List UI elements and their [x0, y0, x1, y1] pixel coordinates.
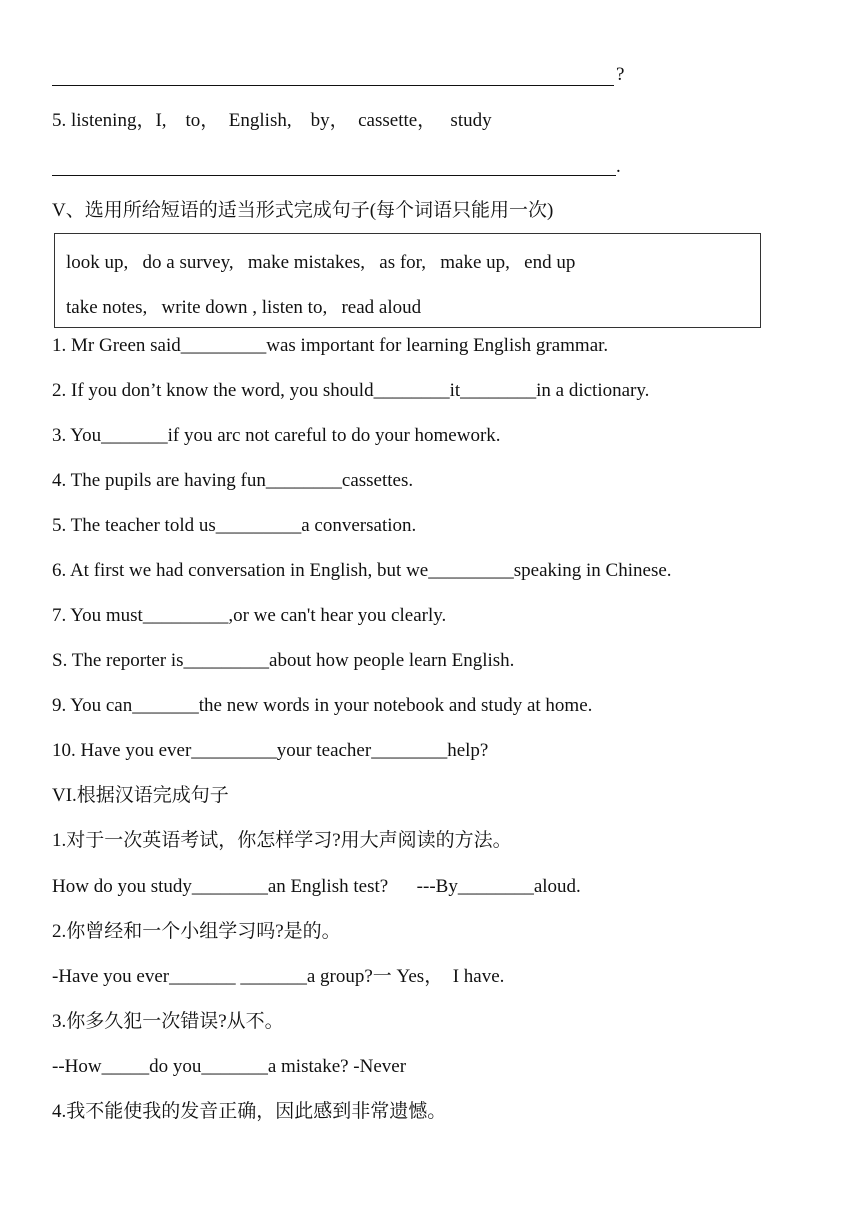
- translate-prompt-2: 2.你曾经和一个小组学习吗?是的。: [52, 921, 341, 942]
- translate-answer-1: How do you study________an English test? ---By________aloud.: [52, 876, 581, 897]
- phrase-box-line-2: take notes, write down , listen to, read aloud: [66, 297, 422, 318]
- fill-item-1: 1. Mr Green said_________was important for learning English grammar.: [52, 335, 609, 356]
- translate-prompt-1: 1.对于一次英语考试，你怎样学习?用大声阅读的方法。: [52, 830, 512, 851]
- phrase-box-line-1: look up, do a survey, make mistakes, as for, make up, end up: [66, 252, 576, 273]
- fill-item-7: 7. You must_________,or we can't hear you clearly.: [52, 605, 447, 626]
- answer-line-q4-end: ?: [616, 64, 625, 85]
- fill-item-10: 10. Have you ever_________your teacher________help?: [52, 740, 489, 761]
- translate-answer-3: --How_____do you_______a mistake? -Never: [52, 1056, 407, 1077]
- fill-item-8: S. The reporter is_________about how people learn English.: [52, 650, 515, 671]
- translate-answer-2: -Have you ever_______ _______a group?一 Yes， I have.: [52, 966, 505, 987]
- fill-item-4: 4. The pupils are having fun________cassettes.: [52, 470, 414, 491]
- reorder-question-5: 5. listening，I, to， English, by， cassette， study: [52, 110, 492, 131]
- answer-line-q5: [52, 175, 616, 176]
- fill-item-2: 2. If you don’t know the word, you should________it________in a dictionary.: [52, 380, 650, 401]
- translate-prompt-3: 3.你多久犯一次错误?从不。: [52, 1011, 284, 1032]
- phrase-box: [54, 233, 761, 328]
- section-5-heading: V、选用所给短语的适当形式完成句子(每个词语只能用一次): [52, 200, 554, 221]
- fill-item-9: 9. You can_______the new words in your notebook and study at home.: [52, 695, 593, 716]
- answer-line-q5-end: .: [616, 156, 621, 177]
- fill-item-5: 5. The teacher told us_________a conversation.: [52, 515, 417, 536]
- fill-item-6: 6. At first we had conversation in English, but we_________speaking in Chinese.: [52, 560, 672, 581]
- answer-line-q4: [52, 85, 614, 86]
- fill-item-3: 3. You_______if you arc not careful to do your homework.: [52, 425, 501, 446]
- translate-prompt-4: 4.我不能使我的发音正确，因此感到非常遗憾。: [52, 1101, 447, 1122]
- section-6-heading: VI.根据汉语完成句子: [52, 785, 229, 806]
